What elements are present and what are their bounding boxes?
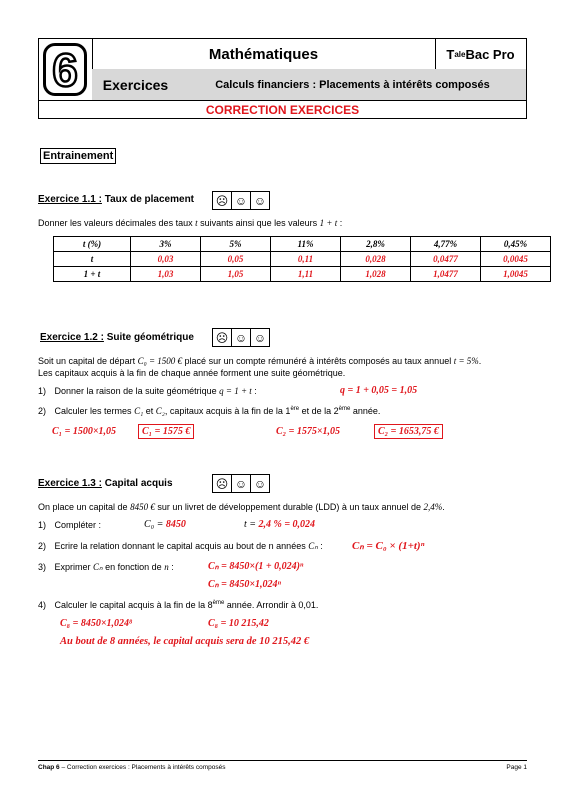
ex13-q2a: Ecrire la relation donnant le capital acquis au bout de n années [54, 541, 309, 551]
ex13-title-text: Capital acquis [101, 478, 173, 489]
ex13-q3-answer-1: Cₙ = 8450×(1 + 0,024)ⁿ [208, 561, 304, 572]
ex13-q1-text: Compléter : [54, 520, 102, 530]
ex12-q2b: C₁ [134, 406, 144, 416]
table-cell: 1,03 [131, 267, 201, 282]
ex13-q2-answer: Cₙ = C₀ × (1+t)ⁿ [352, 540, 425, 552]
table-cell: 0,45% [481, 237, 551, 252]
ex12-title-text: Suite géométrique [103, 332, 194, 343]
ex13-q2b: Cₙ [308, 541, 318, 551]
table-cell: 0,11 [271, 252, 341, 267]
ex12-question-1 [38, 386, 257, 396]
ex13-question-3 [38, 562, 174, 573]
ex12-q2c: et [143, 406, 156, 416]
table-cell: 1,028 [341, 267, 411, 282]
neutral-face-icon: ☺ [232, 475, 251, 492]
ex13-p1d: 2,4% [423, 502, 443, 512]
table-cell: 2,8% [341, 237, 411, 252]
ex11-title-text: Taux de placement [101, 194, 195, 205]
table-cell: 0,0477 [411, 252, 481, 267]
table-row-label: 1 + t [54, 267, 131, 282]
footer-chapter: Chap 6 [38, 764, 60, 771]
table-row [54, 237, 551, 252]
ex12-q2g: et de la 2 [299, 406, 339, 416]
table-row-label: t (%) [54, 237, 131, 252]
sad-face-icon: ☹ [213, 329, 232, 346]
table-cell: 0,05 [201, 252, 271, 267]
ex13-p1c: sur un livret de développement durable (LDD) à un taux annuel de [154, 502, 424, 512]
ex13-rate-label: t = [244, 519, 259, 530]
neutral-face-icon: ☺ [232, 192, 251, 209]
table-cell: 4,77% [411, 237, 481, 252]
correction-heading: CORRECTION EXERCICES [39, 100, 526, 118]
ex13-q4c: année. Arrondir à 0,01. [224, 600, 319, 610]
table-cell: 1,05 [201, 267, 271, 282]
smiley-face-icon: ☺ [253, 193, 267, 208]
ex13-q4-result: C₈ = 10 215,42 [208, 618, 269, 629]
subject-title: Mathématiques [92, 39, 436, 70]
ex11-title-num: Exercice 1.1 : [38, 194, 102, 205]
ex12-q1b: q = 1 + t [219, 386, 252, 396]
ex13-title [38, 478, 173, 489]
footer-left [38, 764, 226, 771]
ex12-paragraph-2: Les capitaux acquis à la fin de chaque année forment une suite géométrique. [38, 368, 346, 378]
ex12-c2-calc: C₂ = 1575×1,05 [276, 426, 341, 437]
ex13-q3b: Cₙ [93, 562, 103, 572]
ex11-instr-t: t [195, 218, 198, 228]
table-cell: 11% [271, 237, 341, 252]
sad-face-icon: ☹ [213, 475, 232, 492]
ex13-q3d: n [164, 562, 169, 572]
table-row [54, 267, 551, 282]
ex13-c0-value: 8450 [165, 519, 186, 530]
ex13-q4a: Calculer le capital acquis à la fin de la 8 [54, 600, 213, 610]
ex13-q3-answer-2: Cₙ = 8450×1,024ⁿ [208, 579, 282, 590]
ex12-q1a: Donner la raison de la suite géométrique [54, 386, 220, 396]
ex12-c1-calc: C₁ = 1500×1,05 [52, 426, 117, 437]
table-cell: 0,0045 [481, 252, 551, 267]
ex13-q4-calc: C₈ = 8450×1,024⁸ [60, 618, 133, 629]
ex13-p1a: On place un capital de [38, 502, 131, 512]
smiley-face-icon: ☺ [253, 476, 267, 491]
ex11-title [38, 194, 194, 205]
ex13-q2c: : [317, 541, 323, 551]
ex12-q2i: année. [350, 406, 381, 416]
ex13-question-4 [38, 600, 318, 610]
footer-divider [38, 760, 527, 761]
table-cell: 0,03 [131, 252, 201, 267]
ex13-paragraph [38, 502, 445, 512]
ex12-title-num: Exercice 1.2 : [40, 332, 104, 343]
table-cell: 5% [201, 237, 271, 252]
ex13-p1e: . [442, 502, 445, 512]
ex13-conclusion: Au bout de 8 années, le capital acquis sera de 10 215,42 € [60, 636, 310, 647]
ex12-q2h: ème [338, 406, 351, 412]
ex13-question-1 [38, 520, 101, 530]
ex13-p1b: 8450 € [130, 502, 155, 512]
ex13-rate [244, 519, 315, 530]
header-table [38, 38, 527, 119]
ex12-q2e: , capitaux acquis à la fin de la 1 [164, 406, 291, 416]
ex12-q2a: Calculer les termes [54, 406, 135, 416]
table-cell: 1,11 [271, 267, 341, 282]
sad-face-icon: ☹ [213, 192, 232, 209]
ex13-q3e: : [168, 562, 174, 572]
ex12-difficulty-faces [212, 328, 270, 347]
table-row-label: t [54, 252, 131, 267]
level-t: T [446, 46, 455, 62]
table-cell: 1,0045 [481, 267, 551, 282]
ex13-q3c: en fonction de [102, 562, 165, 572]
ex13-q3a: Exprimer [54, 562, 94, 572]
training-label: Entrainement [40, 148, 116, 164]
ex12-q1-num: 1) [38, 386, 47, 396]
neutral-face-icon: ☺ [232, 329, 251, 346]
footer-text: – Correction exercices : Placements à intérêts composés [59, 764, 226, 771]
level-sup: ale [454, 49, 466, 59]
table-cell: 0,028 [341, 252, 411, 267]
ex13-c0-label: C₀ = [144, 519, 166, 530]
table-row [54, 252, 551, 267]
ex13-q1-num: 1) [38, 520, 47, 530]
ex12-c1-result: C₁ = 1575 € [138, 424, 194, 439]
ex12-q2-num: 2) [38, 406, 47, 416]
ex12-q2f: ère [290, 406, 300, 412]
ex11-instruction [38, 218, 342, 228]
ex12-p1a: Soit un capital de départ [38, 356, 138, 366]
level-label [435, 39, 526, 70]
ex13-rate-value: 2,4 % = 0,024 [258, 519, 316, 530]
ex12-p1e: . [478, 356, 482, 366]
ex11-instr-d: : [337, 218, 343, 228]
ex12-c2-result: C₂ = 1653,75 € [374, 424, 443, 439]
ex13-question-2 [38, 541, 323, 552]
ex12-p1b: C₀ = 1500 € [137, 356, 183, 366]
smiley-face-icon: ☺ [253, 330, 267, 345]
ex13-q2-num: 2) [38, 541, 47, 551]
ex11-instr-a: Donner les valeurs décimales des taux [38, 218, 196, 228]
chapter-cell [39, 39, 93, 100]
ex13-q4b: ème [212, 600, 225, 606]
ex11-rates-table [53, 236, 551, 282]
ex11-instr-b: suivants ainsi que les valeurs [197, 218, 320, 228]
ex12-title [40, 332, 194, 343]
ex12-p1c: placé sur un compte rémunéré à intérêts composés au taux annuel [182, 356, 454, 366]
ex13-c0 [144, 519, 186, 530]
ex12-q2d: C₂ [155, 406, 165, 416]
ex12-q1-answer: q = 1 + 0,05 = 1,05 [340, 385, 418, 396]
section-label: Exercices [92, 69, 180, 100]
chapter-number: 6 [43, 43, 87, 96]
ex13-title-num: Exercice 1.3 : [38, 478, 102, 489]
ex11-difficulty-faces [212, 191, 270, 210]
level-rest: Bac Pro [465, 46, 515, 62]
ex12-paragraph-1 [38, 356, 481, 366]
table-cell: 3% [131, 237, 201, 252]
ex12-q1c: : [251, 386, 257, 396]
ex12-p1d: t = 5% [453, 356, 479, 366]
chapter-subtitle: Calculs financiers : Placements à intérêts composés [179, 69, 526, 100]
ex11-instr-c: 1 + t [319, 218, 338, 228]
footer-page-number: Page 1 [506, 764, 527, 771]
ex13-q4-num: 4) [38, 600, 47, 610]
ex13-difficulty-faces [212, 474, 270, 493]
ex13-q3-num: 3) [38, 562, 47, 572]
ex12-question-2 [38, 406, 380, 416]
table-cell: 1,0477 [411, 267, 481, 282]
